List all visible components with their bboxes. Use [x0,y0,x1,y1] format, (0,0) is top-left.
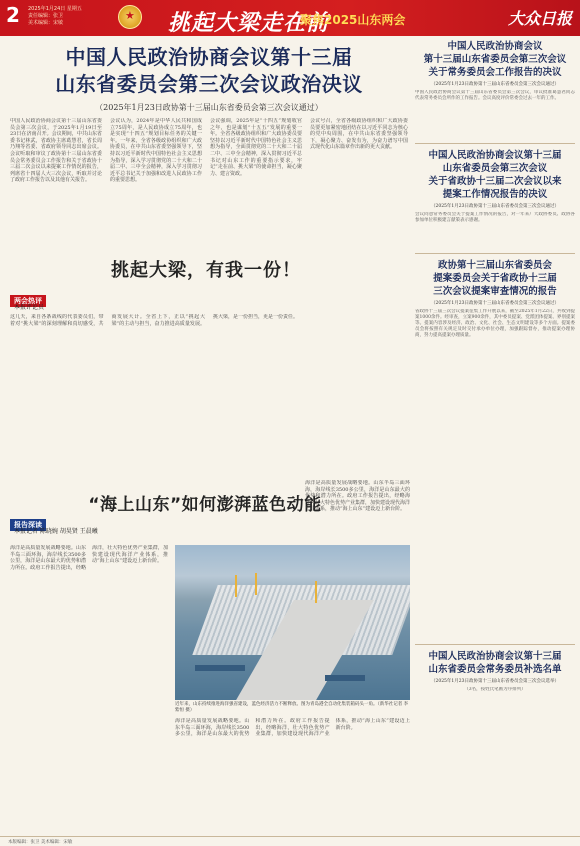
editorial-byline: 本报评论员 [14,304,45,311]
main-subtitle: （2025年1月23日政协第十三届山东省委员会第三次会议通过） [95,103,323,112]
page-footer: 本版编辑：张卫 美术编辑：宋敏 [0,836,580,846]
ship-image [325,675,365,681]
divider [415,644,575,645]
main-headline-block [10,44,408,113]
feature-body-left: 海洋是高质量发展战略要地。山东半岛三面环海，海岸线长3500多公里，海洋是山东最大的优势和潜力所在。政府工作报告提出，经略海洋，壮大特色优势产业集群，加快建设现代海洋产业体系，推动“海上山东”建设迈上新台阶。 [10,545,168,571]
divider [415,253,575,254]
article-column: 中国人民政治协商会议第十三届山东省委员会第三次会议，于2025年1月19日至23日在济南召开。会议期间，中共山东省委书记林武，省政协主席葛慧君，省长周乃翔等省委、省政府领导同志出席会议。会议听取和审议了政协第十三届山东省委员会常务委员会工作报告和关于省政协十三届二次会议以来提案工作情况的报告，列席省十四届人大三次会议，听取并讨论了政府工作报告以及其他有关报告。 [10,118,102,184]
article-column: 会议强调，2025年是“十四五”规划收官之年，也是谋划“十五五”发展的重要一年。全省各级政协组织和广大政协委员要坚持以习近平新时代中国特色社会主义思想为指导，全面贯彻党的二十大和二十届二中、三中全会精神，深入贯彻习近平总书记对山东工作的重要指示要求，牢记“走在前、挑大梁”的使命担当，凝心聚力、建言资政。 [210,118,302,177]
crane-image [315,581,317,603]
resolution-subtitle: （2025年1月23日政协第十三届山东省委员会第三次会议通过） [430,82,560,87]
feature-body-bottom: 海洋是高质量发展战略要地。山东半岛三面环海，海岸线长3500多公里，海洋是山东最大的优势和潜力所在。政府工作报告提出，经略海洋，壮大特色优势产业集群，加快建设现代海洋产业体系，推动“海上山东”建设迈上新台阶。 [175,718,410,738]
photo-caption: 近年来，山东持续推进海洋强省建设，蓝色经济活力不断释放。图为青岛港全自动化集装箱码头一角。（新华社记者 李紫恒 摄） [175,702,409,713]
report-block [415,259,575,639]
main-article-body [10,118,410,236]
resolution-title: 中国人民政治协商会议 第十三届山东省委员会第三次会议 关于常务委员会工作报告的决议 [423,41,567,78]
main-title-line1: 中国人民政治协商会议第十三届 [65,45,353,69]
election-block [415,650,575,693]
main-title-line2: 山东省委员会第三次会议政治决议 [55,72,363,96]
cppcc-emblem-icon [118,5,142,29]
election-subtitle: （2025年1月23日政协第十三届山东省委员会第三次会议选举） [430,679,560,684]
feature-headline: “海上山东”如何澎湃蓝色动能 [88,495,322,515]
newspaper-logo: 大众日报 [507,9,572,28]
feature-body-top-right: 海洋是高质量发展战略要地。山东半岛三面环海，海岸线长3500多公里，海洋是山东最大的优势和潜力所在。政府工作报告提出，经略海洋，壮大特色优势产业集群，加快建设现代海洋产业体系，推动“海上山东”建设迈上新台阶。 [305,480,410,513]
issue-meta: 2025年1月24日 星期五 责任编辑：张卫 美术编辑：宋敏 [28,6,82,26]
editorial-body: 这几天，来自各条战线的代表委员们，带着对“挑大梁”的深刻理解和真切感受，共商发展大计。全省上下，正以“挑起大梁”的主动与担当，奋力推进高质量发展。挑大梁，是一份担当，更是一份责任。 [10,314,299,327]
resolution-block [415,40,575,138]
port-photo [175,545,410,700]
report-title: 政协第十三届山东省委员会 提案委员会关于省政协十三届 三次会议提案审查情况的报告 [433,260,557,297]
crane-image [235,575,237,597]
masthead [0,0,580,36]
section-slogan: 挑起大梁走在前 [168,11,330,36]
editorial-headline: 挑起大梁，有我一份！ [111,260,301,281]
resolution-block [415,149,575,248]
page-number: 2 [6,3,20,27]
article-column: 会议认为，2024年是中华人民共和国成立75周年，是人民政协成立75周年，也是实现“十四五”规划目标任务的关键一年。一年来，全省各级政协组织和广大政协委员，在中共山东省委坚强领导下，坚持以习近平新时代中国特色社会主义思想为指导，深入学习贯彻党的二十大和二十届二中、三中全会精神，深入学习贯彻习近平总书记关于加强和改进人民政协工作的重要思想。 [110,118,202,184]
resolution-subtitle: （2025年1月23日政协第十三届山东省委员会第三次会议通过） [430,204,560,209]
resolution-text: 中国人民政治协商会议第十三届山东省委员会第三次会议，审议批准葛慧君同志代表常务委员会所作的工作报告。会议高度评价常委会过去一年的工作。 [415,90,575,101]
ship-image [195,665,245,671]
resolution-title: 中国人民政治协商会议第十三届 山东省委员会第三次会议 关于省政协十三届二次会议以来 提案工作情况报告的决议 [428,150,562,200]
focus-tag: 聚焦2025山东两会 [300,13,406,27]
report-subtitle: （2025年1月23日政协第十三届山东省委员会第三次会议通过） [430,301,560,306]
right-column [415,40,575,693]
article-column: 会议号召，全省各级政协组织和广大政协委员要更加紧密地团结在以习近平同志为核心的党中央周围，在中共山东省委坚强领导下，凝心聚力、奋发有为，为奋力谱写中国式现代化山东篇章作出新的更大贡献。 [310,118,408,151]
editorial-badge: 两会热评 [10,295,46,307]
feature-byline: 本报记者 陈晓婉 胡昊贤 王晨曦 [14,528,98,535]
election-text: （3名，按姓氏笔画为序排列） [464,687,526,692]
crane-image [255,573,257,595]
election-title: 中国人民政治协商会议第十三届 山东省委员会常务委员补选名单 [428,651,562,675]
feature-badge: 报告深读 [10,519,46,531]
resolution-text: 会议同意常务委员会关于提案工作情况的报告，对一年来广大政协委员、政协各参加单位积极建言献策表示感谢。 [415,212,575,223]
report-text: 省政协十三届三次会议提案征集工作开展以来，截至2025年1月22日，共收到提案1000余件。经审查，立案900余件，其中委员提案、党派团体提案、界别提案等。提案内容涉及经济、政治、文化、社会、生态文明建设等多个方面。提案委员会将按照有关规定及时交付承办单位办理，加强跟踪督办，推动提案办理协商，努力提高提案办理质量。 [415,309,575,338]
divider [415,143,575,144]
